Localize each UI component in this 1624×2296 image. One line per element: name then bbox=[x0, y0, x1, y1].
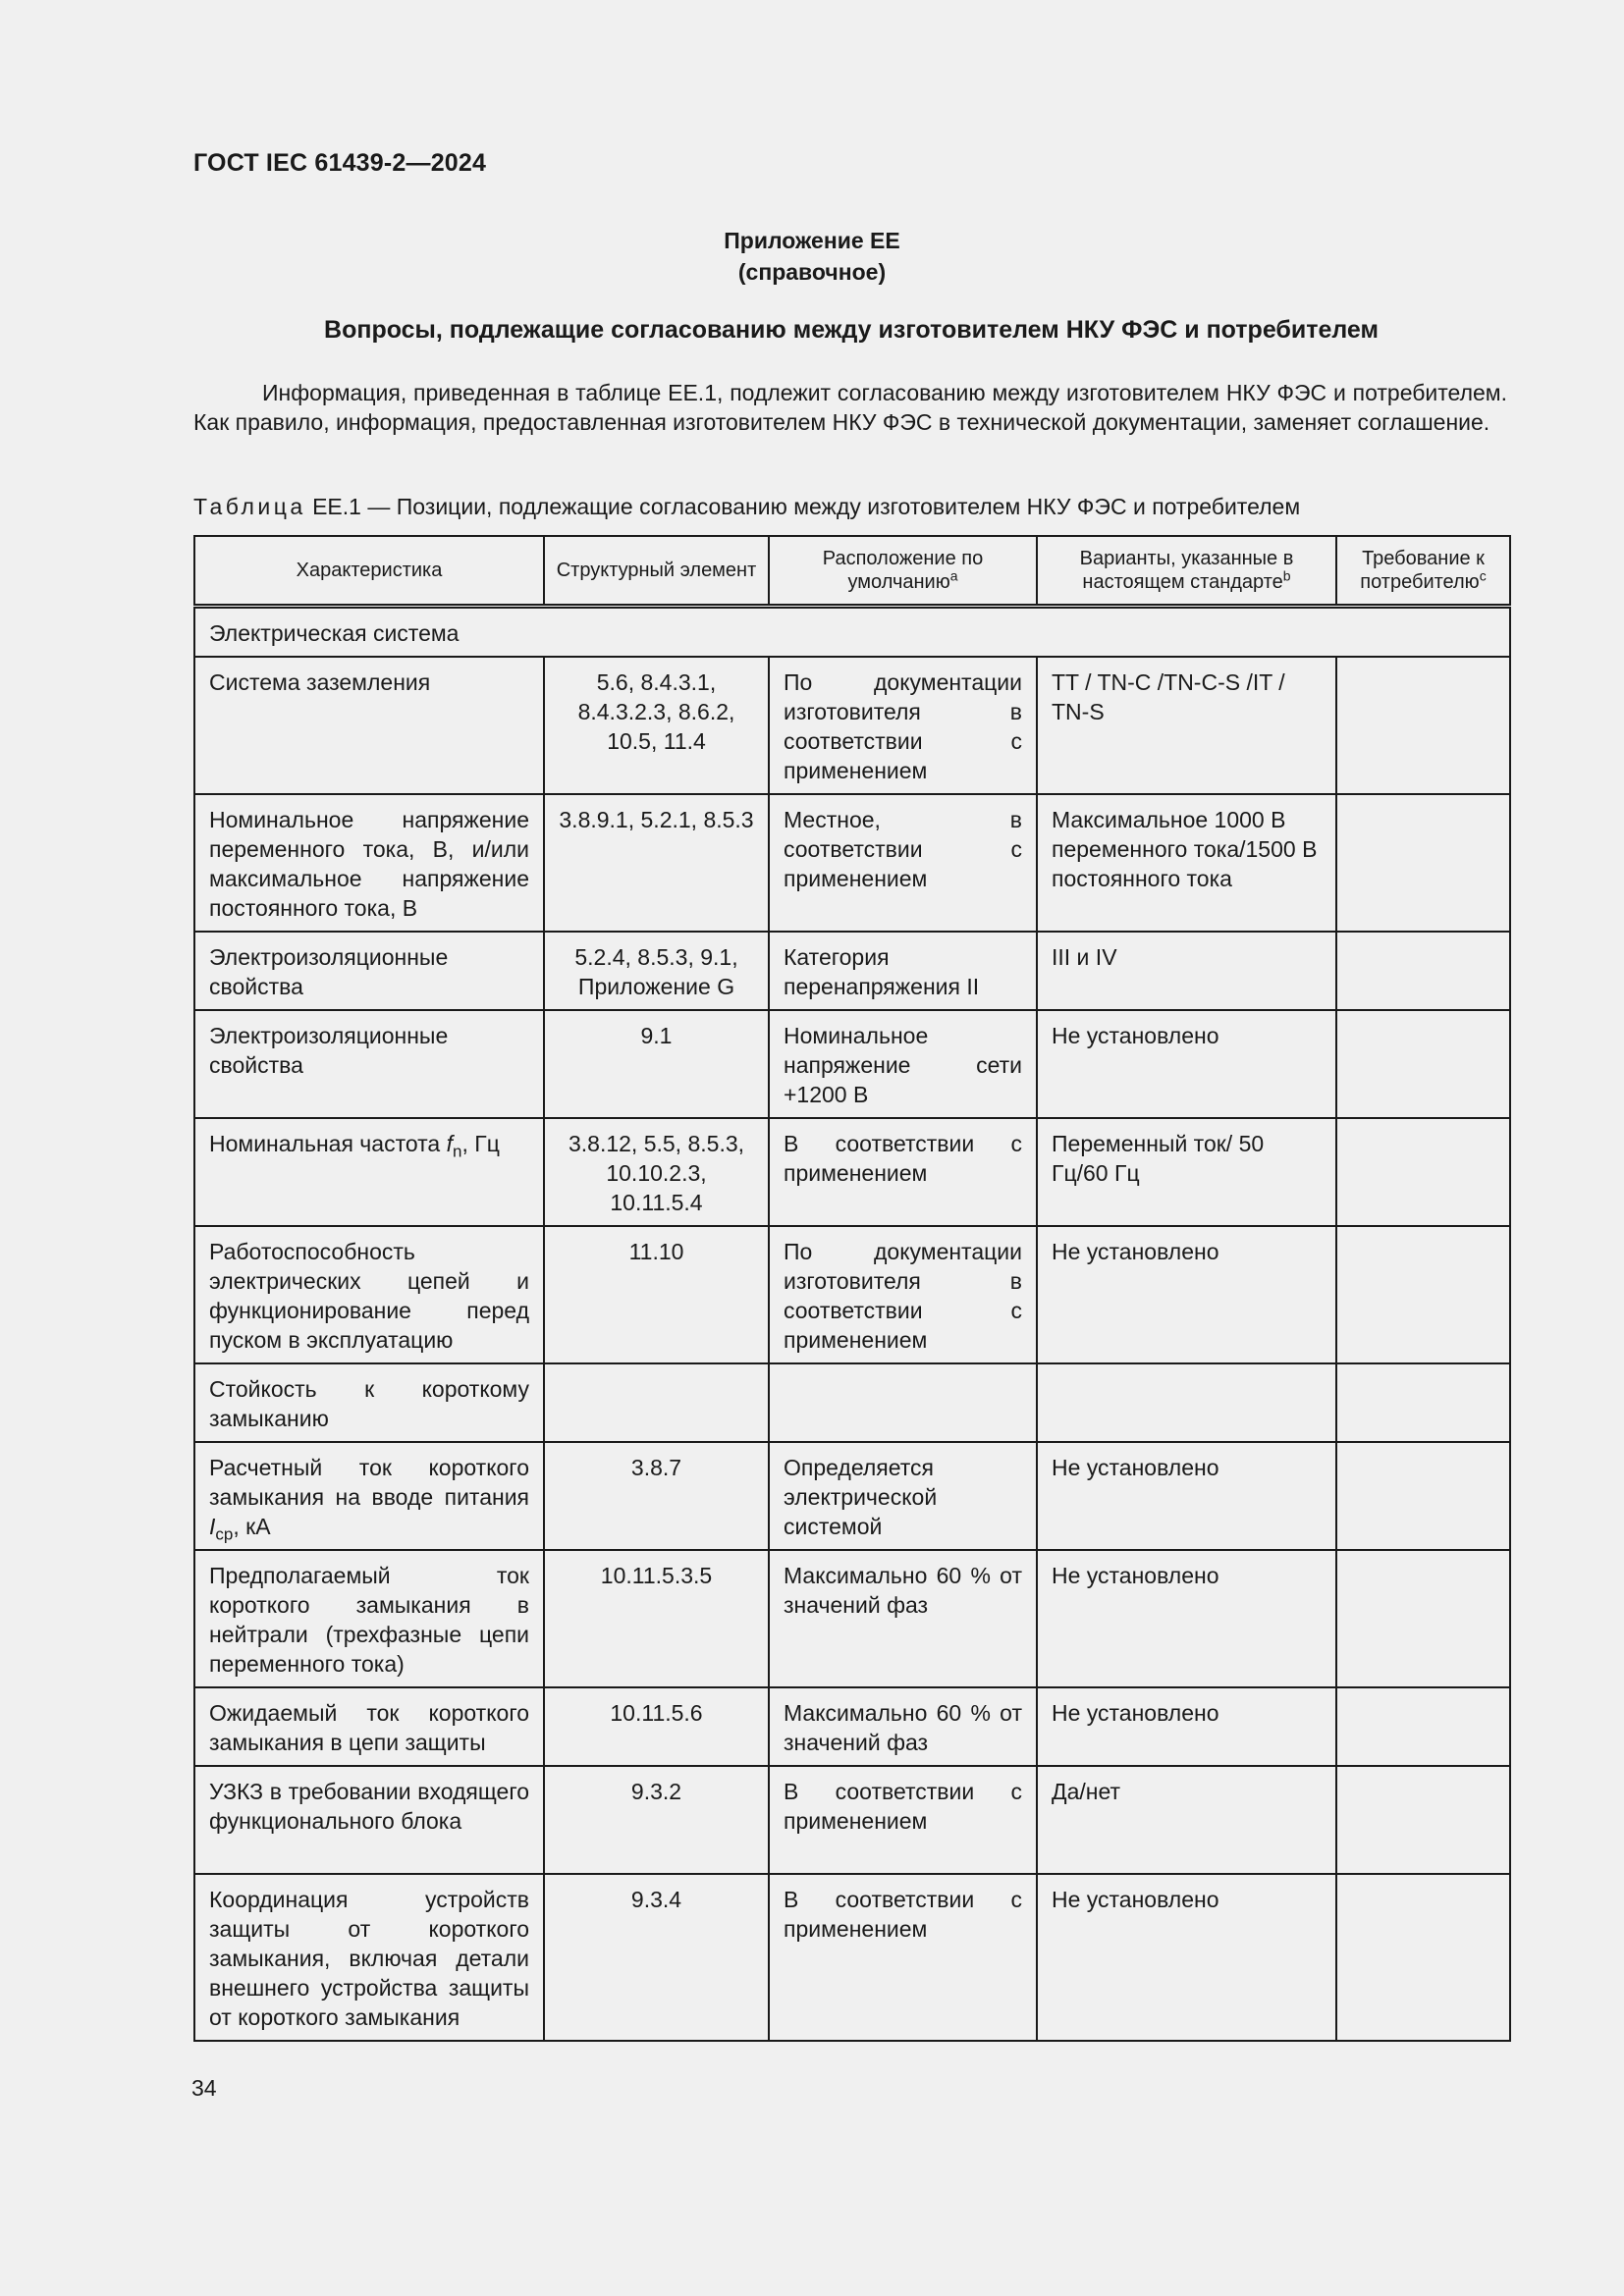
cell-element: 9.1 bbox=[544, 1010, 769, 1118]
cell-default: Номинальное напряжение сети +1200 В bbox=[769, 1010, 1037, 1118]
cell-options: Не установлено bbox=[1037, 1226, 1336, 1363]
section-title: Вопросы, подлежащие согласованию между изготовителем НКУ ФЭС и потребителем bbox=[324, 316, 1379, 344]
cell-characteristic: Электроизоляционные свойства bbox=[194, 932, 544, 1010]
cell-options: TT / TN-C /TN-C-S /IT / TN-S bbox=[1037, 657, 1336, 794]
cell-options: III и IV bbox=[1037, 932, 1336, 1010]
table-caption-prefix: Таблица bbox=[193, 494, 306, 519]
cell-element: 3.8.12, 5.5, 8.5.3, 10.10.2.3, 10.11.5.4 bbox=[544, 1118, 769, 1226]
cell-element: 3.8.7 bbox=[544, 1442, 769, 1550]
cell-options: Максимальное 1000 В переменного тока/1500 В постоянного тока bbox=[1037, 794, 1336, 932]
annex-title: Приложение ЕЕ bbox=[724, 228, 900, 253]
table-row bbox=[194, 794, 1510, 932]
intro-paragraph: Информация, приведенная в таблице ЕЕ.1, подлежит согласованию между изготовителем НКУ ФЭС и потребителем. Как правило, информация, предоставленная изготовителем НКУ ФЭС в технической документации, заменяет соглашение. bbox=[193, 380, 1507, 435]
cell-default: Категория перенапряжения II bbox=[769, 932, 1037, 1010]
table-row bbox=[194, 1687, 1510, 1766]
cell-characteristic: УЗКЗ в требовании входящего функционального блока bbox=[194, 1766, 544, 1874]
cell-default bbox=[769, 1363, 1037, 1442]
cell-characteristic: Номинальная частота $f_n$, Гц bbox=[194, 1118, 544, 1226]
document-code: ГОСТ IEC 61439-2—2024 bbox=[193, 149, 487, 177]
cell-requirement bbox=[1336, 932, 1510, 1010]
cell-options: Переменный ток/ 50 Гц/60 Гц bbox=[1037, 1118, 1336, 1226]
cell-requirement bbox=[1336, 1118, 1510, 1226]
cell-default: По документации изготовителя в соответствии с применением bbox=[769, 657, 1037, 794]
cell-requirement bbox=[1336, 1363, 1510, 1442]
cell-characteristic: Электроизоляционные свойства bbox=[194, 1010, 544, 1118]
table-caption-text: ЕЕ.1 — Позиции, подлежащие согласованию между изготовителем НКУ ФЭС и потребителем bbox=[312, 494, 1301, 519]
cell-element: 9.3.4 bbox=[544, 1874, 769, 2041]
cell-options: Не установлено bbox=[1037, 1010, 1336, 1118]
cell-requirement bbox=[1336, 1687, 1510, 1766]
cell-characteristic: Номинальное напряжение переменного тока, В, и/или максимальное напряжение постоянного тока, В bbox=[194, 794, 544, 932]
cell-options: Не установлено bbox=[1037, 1874, 1336, 2041]
cell-default: Местное, в соответствии с применением bbox=[769, 794, 1037, 932]
cell-default: Определяется электрической системой bbox=[769, 1442, 1037, 1550]
table-caption bbox=[193, 494, 1300, 520]
cell-element: 10.11.5.6 bbox=[544, 1687, 769, 1766]
header-options: Варианты, указанные в настоящем стандарте$^b$ bbox=[1037, 536, 1336, 607]
cell-options: Да/нет bbox=[1037, 1766, 1336, 1874]
cell-default: В соответствии с применением bbox=[769, 1766, 1037, 1874]
table-section-row bbox=[194, 607, 1510, 658]
cell-characteristic: Расчетный ток короткого замыкания на вводе питания $I_{cp}$, кА bbox=[194, 1442, 544, 1550]
cell-requirement bbox=[1336, 1442, 1510, 1550]
cell-options bbox=[1037, 1363, 1336, 1442]
table-row bbox=[194, 1010, 1510, 1118]
section-label: Электрическая система bbox=[194, 607, 1510, 658]
cell-element: 5.2.4, 8.5.3, 9.1, Приложение G bbox=[544, 932, 769, 1010]
header-requirement: Требование к потребителю$^c$ bbox=[1336, 536, 1510, 607]
cell-default: В соответствии с применением bbox=[769, 1118, 1037, 1226]
cell-characteristic: Координация устройств защиты от короткого замыкания, включая детали внешнего устройства защиты от короткого замыкания bbox=[194, 1874, 544, 2041]
cell-element: 3.8.9.1, 5.2.1, 8.5.3 bbox=[544, 794, 769, 932]
cell-characteristic: Предполагаемый ток короткого замыкания в нейтрали (трехфазные цепи переменного тока) bbox=[194, 1550, 544, 1687]
cell-requirement bbox=[1336, 657, 1510, 794]
table-row bbox=[194, 1874, 1510, 2041]
cell-default: По документации изготовителя в соответствии с применением bbox=[769, 1226, 1037, 1363]
cell-requirement bbox=[1336, 1550, 1510, 1687]
cell-element: 10.11.5.3.5 bbox=[544, 1550, 769, 1687]
cell-requirement bbox=[1336, 1226, 1510, 1363]
cell-element: 11.10 bbox=[544, 1226, 769, 1363]
cell-characteristic: Стойкость к короткому замыканию bbox=[194, 1363, 544, 1442]
table-row bbox=[194, 1118, 1510, 1226]
cell-options: Не установлено bbox=[1037, 1442, 1336, 1550]
cell-options: Не установлено bbox=[1037, 1550, 1336, 1687]
table-row bbox=[194, 1363, 1510, 1442]
header-structural-element: Структурный элемент bbox=[544, 536, 769, 607]
cell-element: 9.3.2 bbox=[544, 1766, 769, 1874]
cell-requirement bbox=[1336, 1766, 1510, 1874]
cell-default: Максимально 60 % от значений фаз bbox=[769, 1687, 1037, 1766]
table-row bbox=[194, 657, 1510, 794]
header-default: Расположение по умолчанию$^a$ bbox=[769, 536, 1037, 607]
table-header-row bbox=[194, 536, 1510, 607]
header-characteristic: Характеристика bbox=[194, 536, 544, 607]
cell-characteristic: Работоспособность электрических цепей и функционирование перед пуском в эксплуатацию bbox=[194, 1226, 544, 1363]
cell-options: Не установлено bbox=[1037, 1687, 1336, 1766]
cell-element: 5.6, 8.4.3.1, 8.4.3.2.3, 8.6.2, 10.5, 11.4 bbox=[544, 657, 769, 794]
cell-default: Максимально 60 % от значений фаз bbox=[769, 1550, 1037, 1687]
table-row bbox=[194, 1550, 1510, 1687]
agreement-table bbox=[193, 535, 1511, 2042]
cell-characteristic: Ожидаемый ток короткого замыкания в цепи защиты bbox=[194, 1687, 544, 1766]
cell-requirement bbox=[1336, 1874, 1510, 2041]
annex-subtitle: (справочное) bbox=[737, 259, 887, 285]
page-number: 34 bbox=[191, 2075, 217, 2101]
cell-requirement bbox=[1336, 1010, 1510, 1118]
cell-characteristic: Система заземления bbox=[194, 657, 544, 794]
cell-requirement bbox=[1336, 794, 1510, 932]
table-row bbox=[194, 1226, 1510, 1363]
cell-element bbox=[544, 1363, 769, 1442]
annex-heading bbox=[0, 225, 1624, 288]
cell-default: В соответствии с применением bbox=[769, 1874, 1037, 2041]
table-row bbox=[194, 1766, 1510, 1874]
table-row bbox=[194, 932, 1510, 1010]
table-row bbox=[194, 1442, 1510, 1550]
